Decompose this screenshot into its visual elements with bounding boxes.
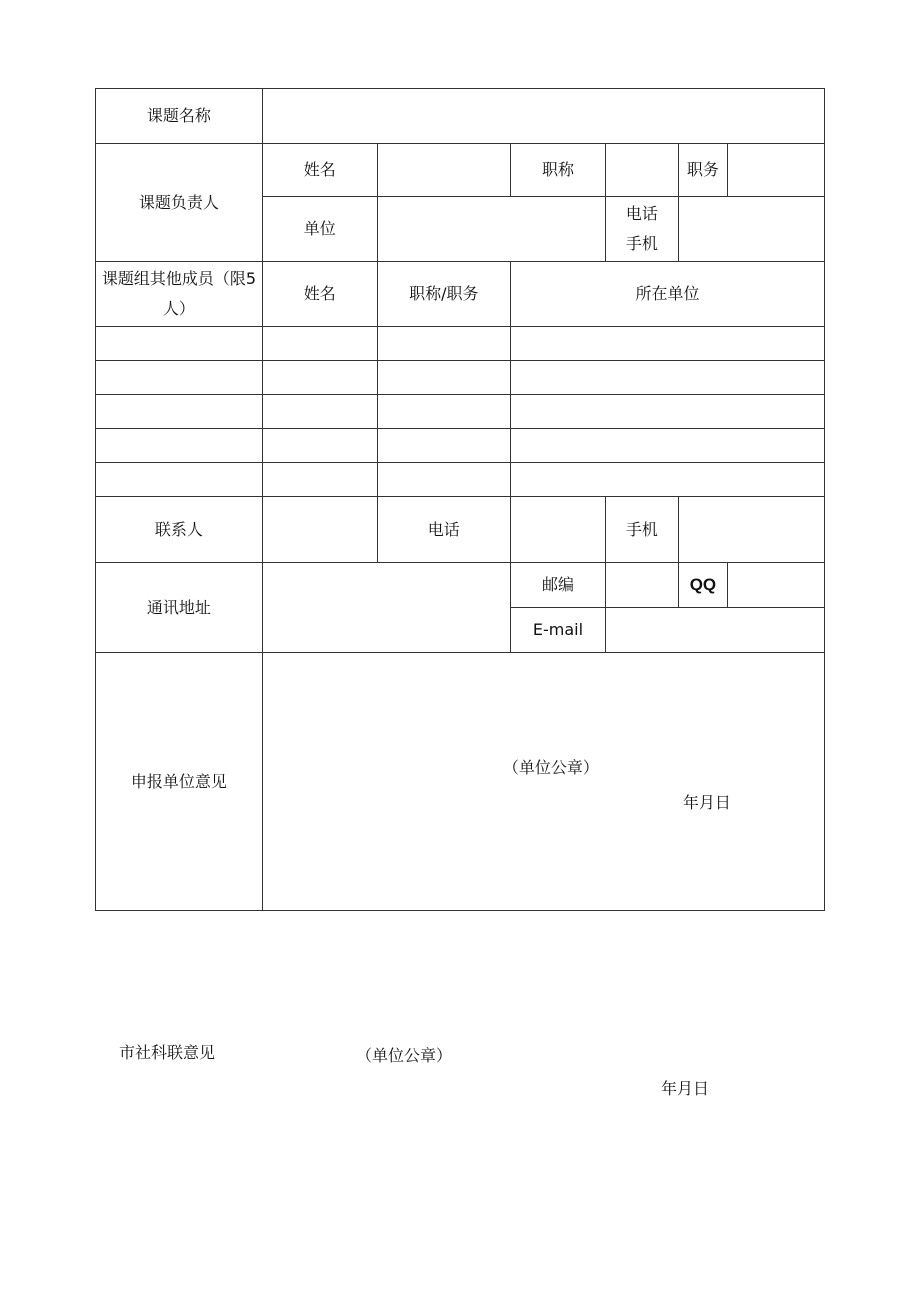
unit-opinion-date: 年月日 <box>682 793 731 812</box>
member-row <box>96 429 825 463</box>
address-field[interactable] <box>262 563 510 653</box>
contact-mobile-field[interactable] <box>678 497 824 563</box>
member-unit-field[interactable] <box>511 429 825 463</box>
member-cell[interactable] <box>96 361 263 395</box>
member-row <box>96 463 825 497</box>
application-form-table <box>95 88 825 911</box>
leader-title-label: 职称 <box>511 144 606 197</box>
email-label: E-mail <box>511 608 606 653</box>
member-title-field[interactable] <box>377 395 510 429</box>
member-unit-field[interactable] <box>511 327 825 361</box>
contact-row <box>96 497 825 563</box>
member-name-field[interactable] <box>262 327 377 361</box>
unit-opinion-field[interactable] <box>262 653 824 911</box>
leader-name-label: 姓名 <box>262 144 377 197</box>
members-col-name: 姓名 <box>262 262 377 327</box>
member-row <box>96 395 825 429</box>
members-header-row <box>96 262 825 327</box>
member-name-field[interactable] <box>262 395 377 429</box>
member-row <box>96 327 825 361</box>
member-title-field[interactable] <box>377 361 510 395</box>
leader-position-field[interactable] <box>727 144 824 197</box>
contact-label: 联系人 <box>96 497 263 563</box>
leader-label: 课题负责人 <box>96 144 263 262</box>
member-unit-field[interactable] <box>511 463 825 497</box>
contact-mobile-label: 手机 <box>605 497 678 563</box>
postcode-label: 邮编 <box>511 563 606 608</box>
member-unit-field[interactable] <box>511 395 825 429</box>
member-title-field[interactable] <box>377 429 510 463</box>
member-cell[interactable] <box>96 429 263 463</box>
member-name-field[interactable] <box>262 361 377 395</box>
leader-phone-field[interactable] <box>678 197 824 262</box>
member-name-field[interactable] <box>262 463 377 497</box>
member-unit-field[interactable] <box>511 361 825 395</box>
member-cell[interactable] <box>96 395 263 429</box>
leader-unit-label: 单位 <box>262 197 377 262</box>
contact-phone-label: 电话 <box>377 497 510 563</box>
topic-name-row <box>96 89 825 144</box>
leader-position-label: 职务 <box>678 144 727 197</box>
qq-field[interactable] <box>727 563 824 608</box>
members-col-title: 职称/职务 <box>377 262 510 327</box>
leader-phone-label: 电话手机 <box>605 197 678 262</box>
contact-field[interactable] <box>262 497 377 563</box>
member-title-field[interactable] <box>377 327 510 361</box>
leader-unit-field[interactable] <box>377 197 605 262</box>
member-row <box>96 361 825 395</box>
members-col-unit: 所在单位 <box>511 262 825 327</box>
address-label: 通讯地址 <box>96 563 263 653</box>
topic-name-field[interactable] <box>262 89 824 144</box>
qq-label: QQ <box>678 563 727 608</box>
leader-row-1 <box>96 144 825 197</box>
postcode-field[interactable] <box>605 563 678 608</box>
city-opinion-date: 年月日 <box>661 1079 710 1098</box>
member-name-field[interactable] <box>262 429 377 463</box>
leader-name-field[interactable] <box>377 144 510 197</box>
leader-title-field[interactable] <box>605 144 678 197</box>
unit-opinion-label: 申报单位意见 <box>96 653 263 911</box>
city-stamp-text: （单位公章） <box>356 1046 453 1065</box>
topic-name-label: 课题名称 <box>96 89 263 144</box>
members-label: 课题组其他成员（限5人） <box>96 262 263 327</box>
member-title-field[interactable] <box>377 463 510 497</box>
city-opinion-label: 市社科联意见 <box>119 1043 216 1062</box>
member-cell[interactable] <box>96 463 263 497</box>
member-cell[interactable] <box>96 327 263 361</box>
unit-stamp-text: （单位公章） <box>502 758 599 777</box>
unit-opinion-row <box>96 653 825 911</box>
email-field[interactable] <box>605 608 824 653</box>
contact-phone-field[interactable] <box>511 497 606 563</box>
address-row-1 <box>96 563 825 608</box>
